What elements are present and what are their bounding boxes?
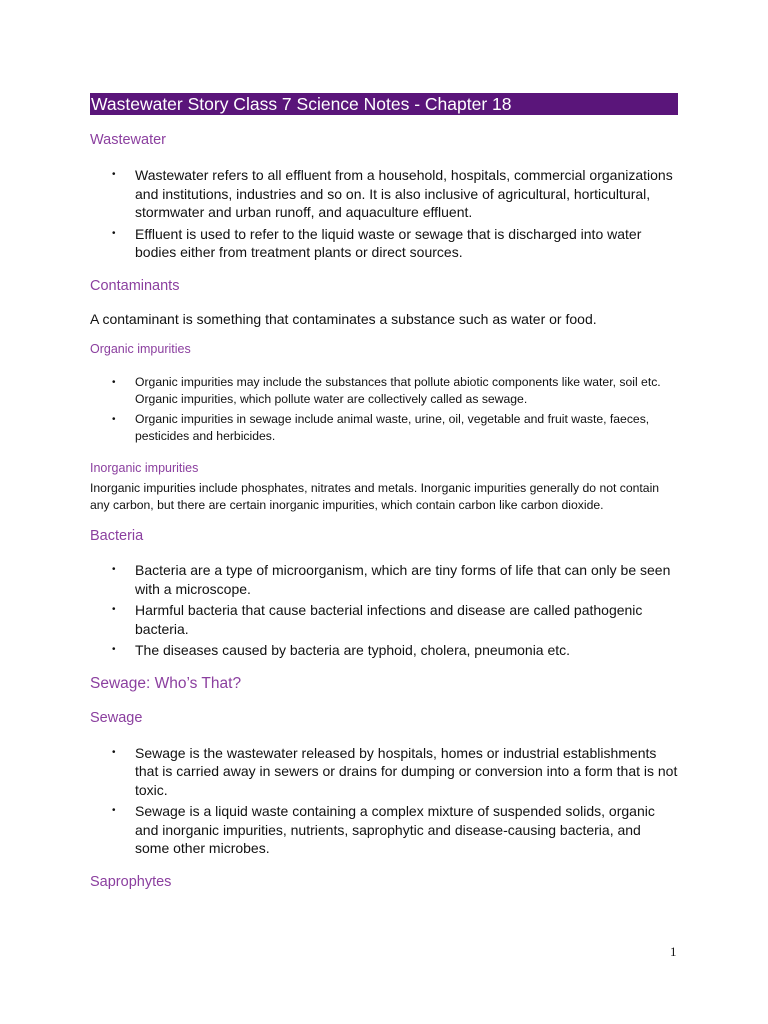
list-item: • Organic impurities in sewage include animal waste, urine, oil, vegetable and fruit waste, faeces, pesticides and herbicides. — [112, 412, 650, 443]
bullet-icon: • — [112, 746, 116, 758]
list-item: • Wastewater refers to all effluent from a household, hospitals, commercial organizations and institutions, industries and so on. It is also inclusive of agricultural, horticultural, stormwater and urban runoff, and aquaculture effluent. — [112, 167, 673, 220]
heading-inorganic-impurities: Inorganic impurities — [90, 461, 199, 475]
list-item: • Organic impurities may include the substances that pollute abiotic components like water, soil etc. Organic impurities, which pollute water are collectively called as sewage. — [112, 375, 661, 406]
document-title: Wastewater Story Class 7 Science Notes - Chapter 18 — [90, 93, 678, 115]
bullet-icon: • — [112, 377, 116, 388]
bullet-icon: • — [112, 227, 116, 239]
page-number: 1 — [670, 944, 677, 959]
bullet-icon: • — [112, 564, 116, 575]
heading-wastewater: Wastewater — [90, 132, 167, 148]
list-organic — [90, 374, 678, 445]
bullet-icon: • — [112, 414, 116, 425]
heading-bacteria: Bacteria — [90, 528, 144, 544]
inorganic-text: Inorganic impurities include phosphates, nitrates and metals. Inorganic impurities generally do not contain any carbon, but there are certain inorganic impurities, which contain carbon like carbon dioxide. — [90, 481, 660, 512]
bullet-icon: • — [112, 805, 116, 816]
heading-sewage: Sewage — [90, 709, 143, 726]
heading-saprophytes: Saprophytes — [90, 873, 172, 890]
list-item: • Sewage is a liquid waste containing a complex mixture of suspended solids, organic and inorganic impurities, nutrients, saprophytic and disease-causing bacteria, and some other microbes. — [112, 803, 655, 856]
list-sewage — [90, 744, 678, 858]
list-item: • Bacteria are a type of microorganism, which are tiny forms of life that can only be seen with a microscope. — [112, 562, 671, 597]
bullet-icon: • — [112, 644, 116, 655]
heading-sewage-whos-that: Sewage: Who’s That? — [90, 674, 242, 692]
list-wastewater — [90, 166, 678, 262]
list-item: • Effluent is used to refer to the liquid waste or sewage that is discharged into water bodies either from treatment plants or direct sources. — [112, 225, 642, 260]
contaminants-text: A contaminant is something that contaminates a substance such as water or food. — [90, 310, 597, 327]
bullet-icon: • — [112, 604, 116, 615]
heading-contaminants: Contaminants — [90, 277, 180, 294]
heading-organic-impurities: Organic impurities — [90, 342, 191, 356]
list-item: • Sewage is the wastewater released by hospitals, homes or industrial establishments that is carried away in sewers or drains for dumping or conversion into a form that is not toxic. — [112, 744, 678, 798]
list-bacteria — [90, 561, 678, 660]
list-item: • Harmful bacteria that cause bacterial infections and disease are called pathogenic bacteria. — [112, 602, 643, 637]
list-item: • The diseases caused by bacteria are typhoid, cholera, pneumonia etc. — [112, 642, 571, 658]
bullet-icon: • — [112, 169, 116, 180]
document-page — [90, 93, 678, 891]
